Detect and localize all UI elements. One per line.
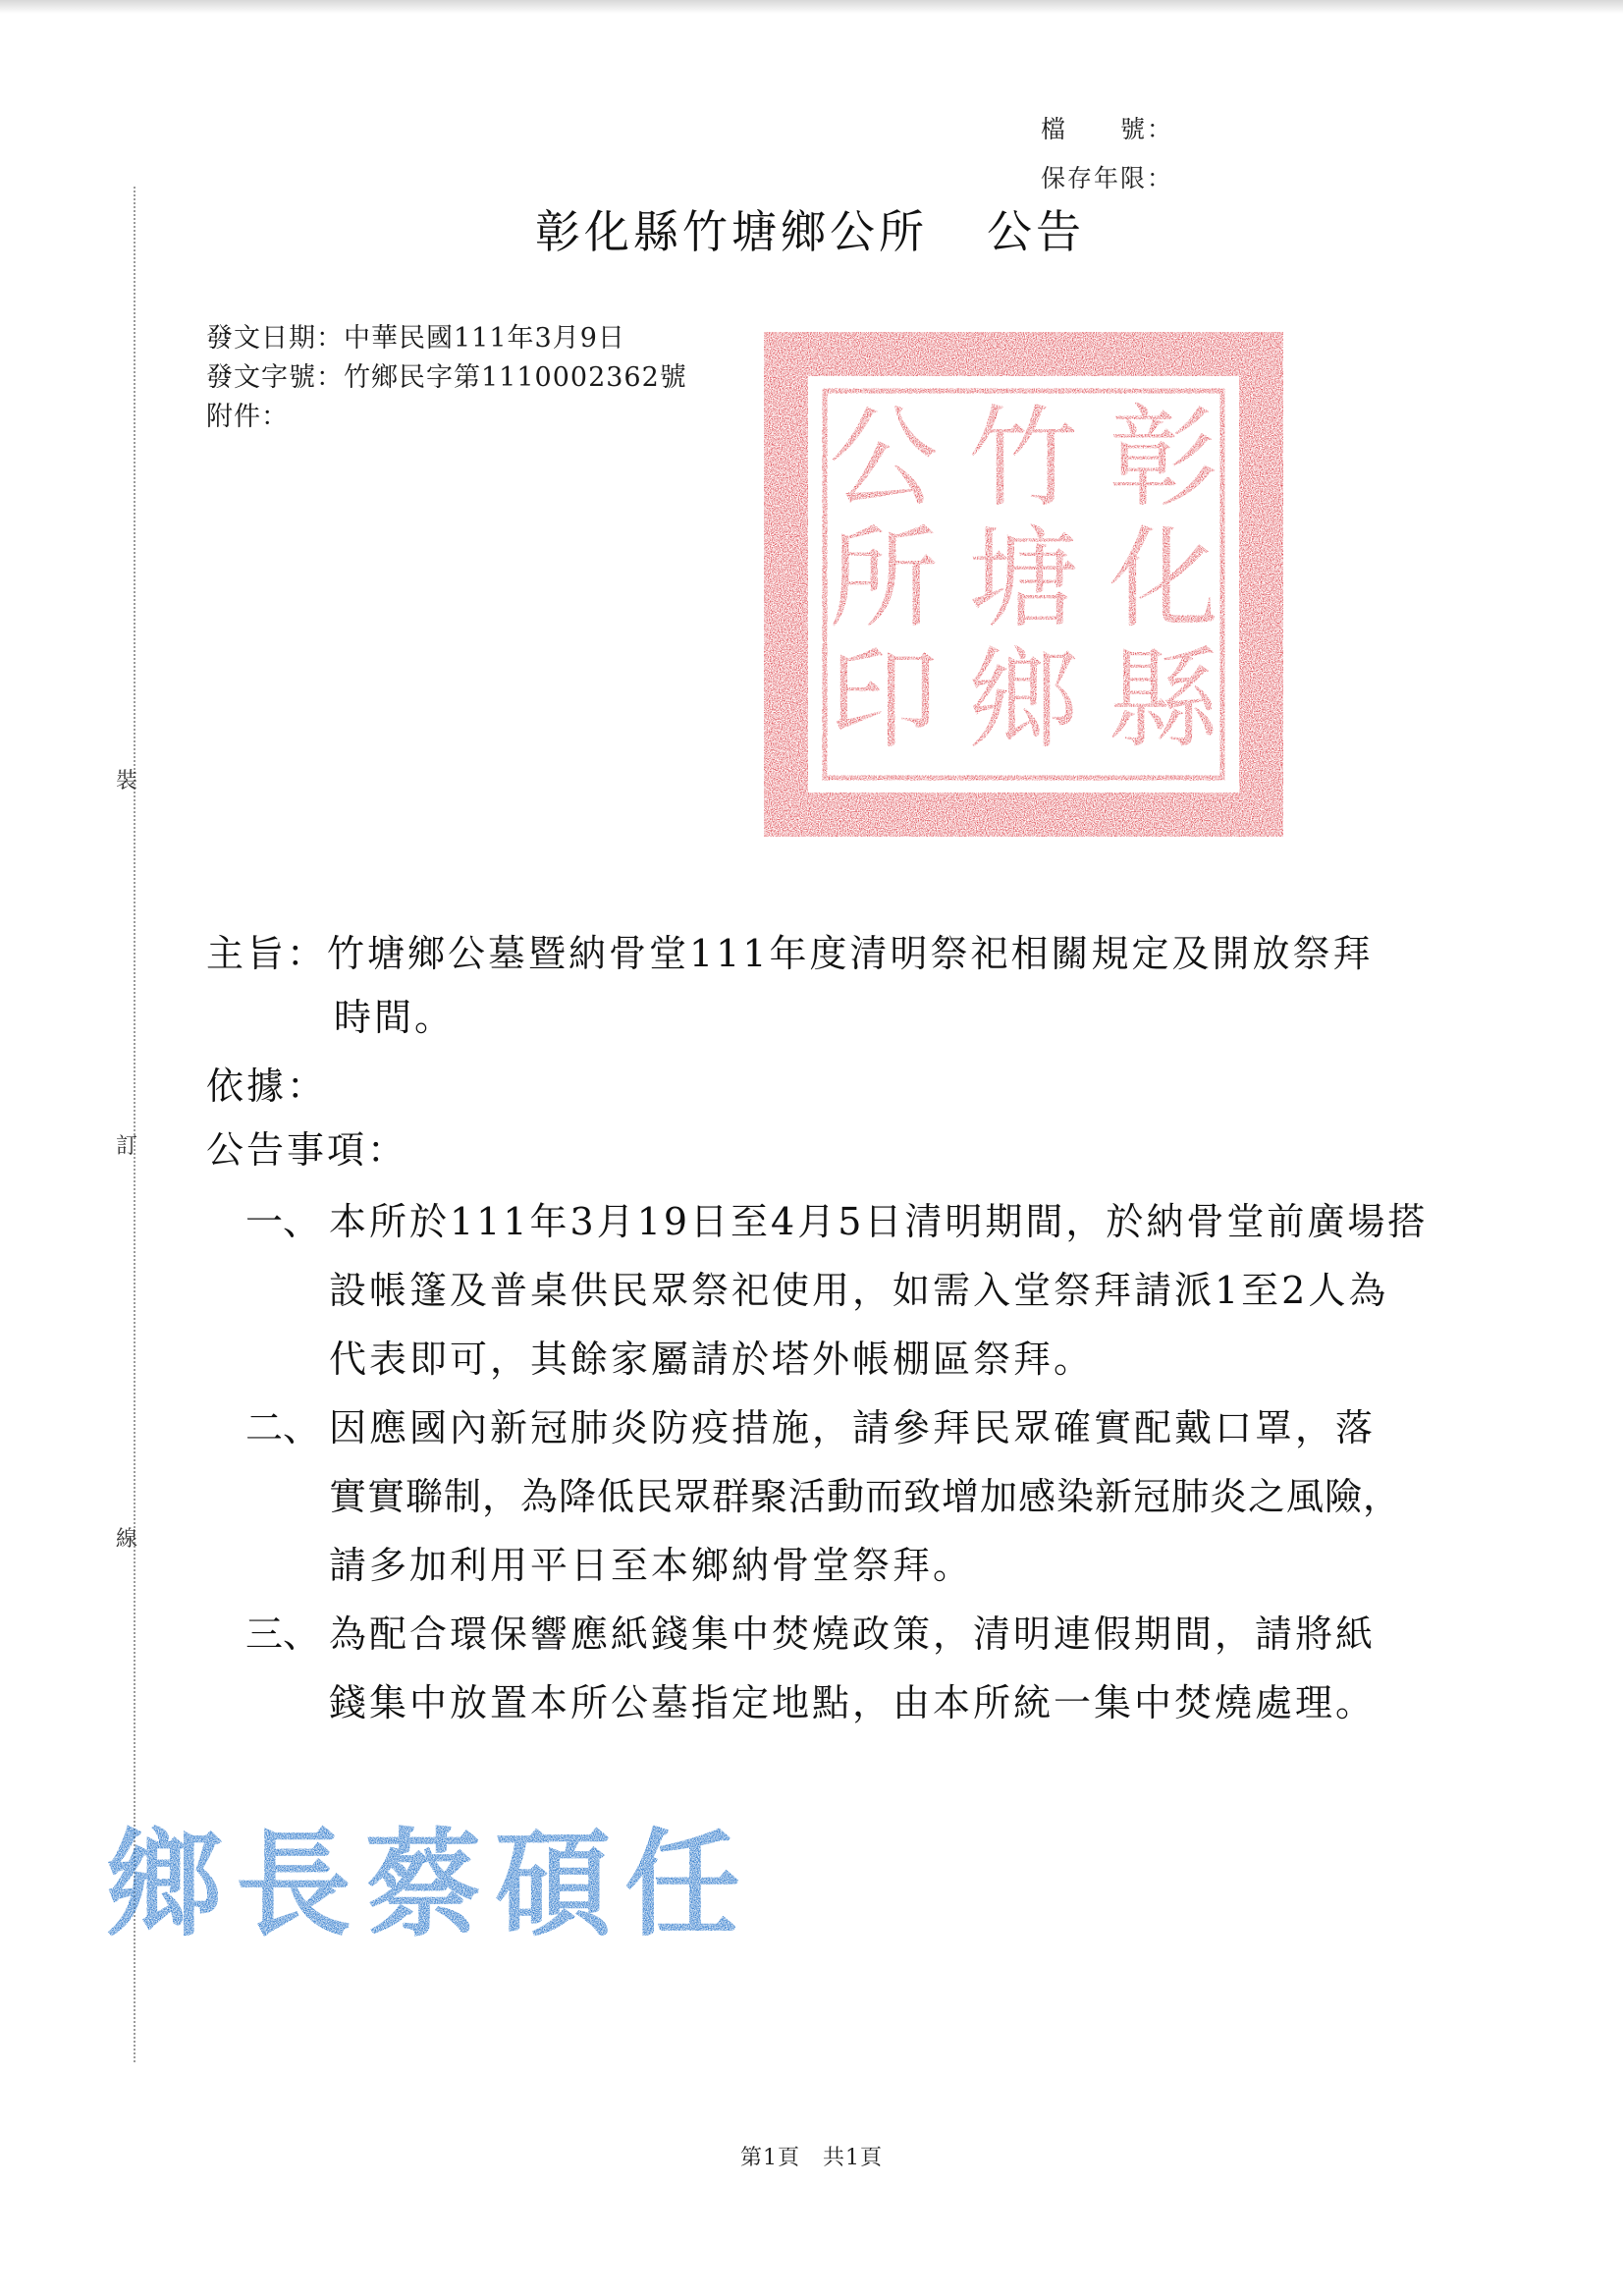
item-3-number: 三、 (245, 1613, 321, 1656)
signature-text: 鄉長蔡碩任 (106, 1816, 755, 1952)
scan-top-edge (0, 0, 1623, 14)
basis-label: 依據： (206, 1065, 328, 1108)
issue-date: 發文日期：中華民國111年3月9日 (206, 323, 625, 354)
seal-char: 鄉 (968, 636, 1078, 764)
issue-ref: 發文字號：竹鄉民字第1110002362號 (206, 362, 687, 393)
attachment-label: 附件： (206, 402, 289, 432)
doc-type: 公告 (987, 205, 1085, 258)
page-title (535, 196, 1085, 261)
binding-line (134, 187, 135, 2062)
page-footer: 第1頁 共1頁 (740, 2146, 883, 2170)
file-number-label: 檔 號： (1041, 115, 1174, 143)
office-name: 彰化縣竹塘鄉公所 (535, 205, 928, 258)
item-1-line-1: 本所於111年3月19日至4月5日清明期間，於納骨堂前廣場搭 (329, 1200, 1429, 1243)
item-1-line-2: 設帳篷及普桌供民眾祭祀使用，如需入堂祭拜請派1至2人為 (329, 1269, 1389, 1312)
item-3-line-1: 為配合環保響應紙錢集中焚燒政策，清明連假期間，請將紙 (329, 1613, 1377, 1656)
notice-label: 公告事項： (206, 1128, 408, 1172)
item-2-number: 二、 (245, 1406, 321, 1449)
item-1-number: 一、 (245, 1200, 321, 1243)
item-2-line-1: 因應國內新冠肺炎防疫措施，請參拜民眾確實配戴口罩，落 (329, 1406, 1377, 1449)
item-1-line-3: 代表即可，其餘家屬請於塔外帳棚區祭拜。 (329, 1338, 1095, 1381)
binding-mark-zhuang: 裝 (116, 769, 138, 793)
seal-char: 公 (829, 395, 939, 522)
seal-char: 塘 (968, 516, 1078, 643)
seal-char: 竹 (968, 395, 1078, 522)
signature-stamp (106, 1797, 774, 1964)
subject-line-1: 主旨：竹塘鄉公墓暨納骨堂111年度清明祭祀相關規定及開放祭拜 (206, 932, 1374, 975)
item-2-line-2: 實實聯制，為降低民眾群聚活動而致增加感染新冠肺炎之風險， (329, 1475, 1402, 1518)
retention-label: 保存年限： (1041, 164, 1174, 192)
official-seal (756, 324, 1291, 845)
item-3-line-2: 錢集中放置本所公墓指定地點，由本所統一集中焚燒處理。 (329, 1681, 1377, 1724)
seal-char: 縣 (1109, 636, 1218, 764)
binding-mark-xian: 線 (116, 1527, 138, 1552)
binding-mark-ding: 訂 (116, 1134, 138, 1159)
seal-char: 化 (1109, 516, 1218, 643)
seal-char: 印 (829, 636, 939, 764)
subject-line-2: 時間。 (334, 996, 456, 1039)
item-2-line-3: 請多加利用平日至本鄉納骨堂祭拜。 (329, 1544, 974, 1587)
seal-char: 彰 (1109, 395, 1218, 522)
seal-char: 所 (829, 516, 939, 643)
